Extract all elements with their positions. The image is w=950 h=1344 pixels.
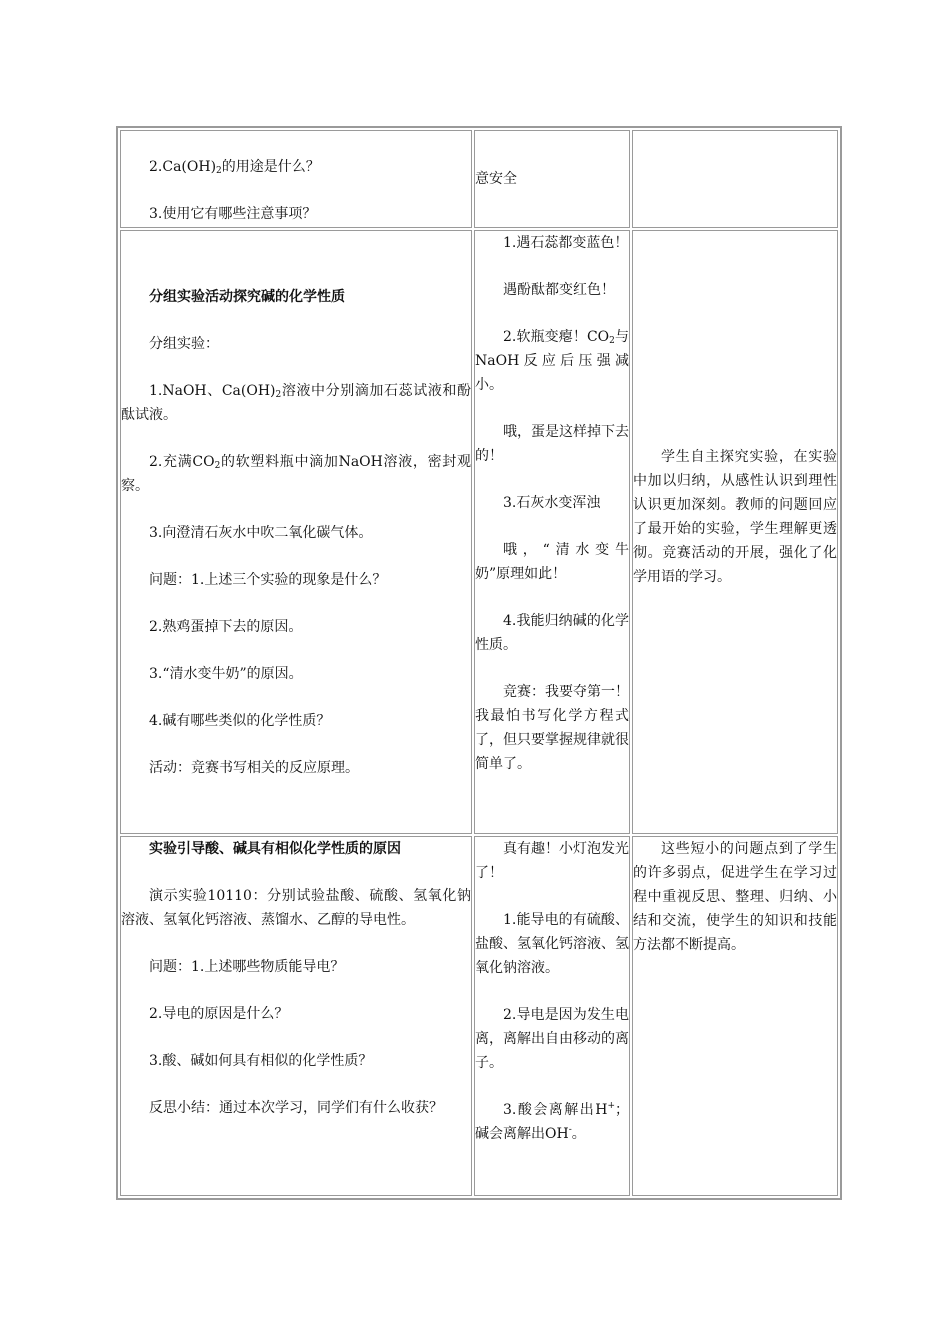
section-heading: 分组实验活动探究碱的化学性质	[149, 289, 345, 305]
experiment-text: 1.NaOH、$Ca(OH)_2$溶液中分别滴加石蕊试液和酚酞试液。	[121, 383, 472, 423]
student-text: 真有趣！小灯泡发光了！	[475, 841, 629, 881]
student-activity-cell	[474, 130, 630, 228]
table-row	[120, 836, 838, 1196]
student-text: 1.遇石蕊都变蓝色！	[503, 235, 629, 251]
student-text: 2.导电是因为发生电离，离解出自由移动的离子。	[475, 1007, 629, 1071]
activity-text: 活动：竞赛书写相关的反应原理。	[149, 760, 359, 776]
student-text: 竞赛：我要夺第一！我最怕书写化学方程式了，但只要掌握规律就很简单了。	[475, 684, 629, 772]
teacher-activity-cell	[120, 130, 472, 228]
student-text: 哦，蛋是这样掉下去的！	[475, 424, 629, 464]
question-text: 2.熟鸡蛋掉下去的原因。	[149, 619, 303, 635]
student-activity-cell	[474, 230, 630, 834]
student-text: 哦，“清水变牛奶”原理如此！	[475, 542, 629, 582]
design-intent-cell	[632, 230, 838, 834]
question-text: $2.Ca(OH)_2$的用途是什么？	[149, 159, 320, 176]
reflection-text: 反思小结：通过本次学习，同学们有什么收获？	[149, 1100, 443, 1116]
student-text: 2.软瓶变瘪！$CO_2$与NaOH反应后压强减小。	[475, 329, 630, 393]
lesson-plan-table	[116, 126, 842, 1200]
student-text: 1.能导电的有硫酸、盐酸、氢氧化钙溶液、氢氧化钠溶液。	[475, 912, 629, 976]
experiment-text: 分组实验：	[149, 336, 219, 352]
student-text: 意安全	[475, 171, 517, 187]
experiment-text: 3.向澄清石灰水中吹二氧化碳气体。	[149, 525, 373, 541]
design-intent-cell	[632, 836, 838, 1196]
student-text: 4.我能归纳碱的化学性质。	[475, 613, 629, 653]
student-text: 3.石灰水变浑浊	[503, 495, 601, 511]
teacher-activity-cell	[120, 836, 472, 1196]
section-heading: 实验引导酸、碱具有相似化学性质的原因	[149, 841, 401, 857]
student-activity-cell	[474, 836, 630, 1196]
table-row	[120, 230, 838, 834]
question-text: 3.“清水变牛奶”的原因。	[149, 666, 303, 682]
design-intent-cell	[632, 130, 838, 228]
design-intent-text: 学生自主探究实验，在实验中加以归纳，从感性认识到理性认识更加深刻。教师的问题回应了最开始的实验，学生理解更透彻。竞赛活动的开展，强化了化学用语的学习。	[633, 449, 837, 585]
experiment-text: 演示实验10110：分别试验盐酸、硫酸、氢氧化钠溶液、氢氧化钙溶液、蒸馏水、乙醇的导电性。	[121, 888, 471, 928]
question-text: 4.碱有哪些类似的化学性质？	[149, 713, 331, 729]
student-text: 遇酚酞都变红色！	[503, 282, 615, 298]
question-text: 3.使用它有哪些注意事项？	[149, 206, 317, 222]
design-intent-text: 这些短小的问题点到了学生的许多弱点，促进学生在学习过程中重视反思、整理、归纳、小结和交流，使学生的知识和技能方法都不断提高。	[633, 841, 837, 953]
student-text: 3.酸会离解出H+；碱会离解出OH-。	[475, 1101, 629, 1142]
teacher-activity-cell	[120, 230, 472, 834]
experiment-text: 2.充满$CO_2$的软塑料瓶中滴加NaOH溶液，密封观察。	[121, 454, 471, 494]
question-text: 3.酸、碱如何具有相似的化学性质？	[149, 1053, 373, 1069]
table-row	[120, 130, 838, 228]
question-text: 问题：1.上述哪些物质能导电？	[149, 959, 345, 975]
question-text: 问题：1.上述三个实验的现象是什么？	[149, 572, 387, 588]
question-text: 2.导电的原因是什么？	[149, 1006, 289, 1022]
